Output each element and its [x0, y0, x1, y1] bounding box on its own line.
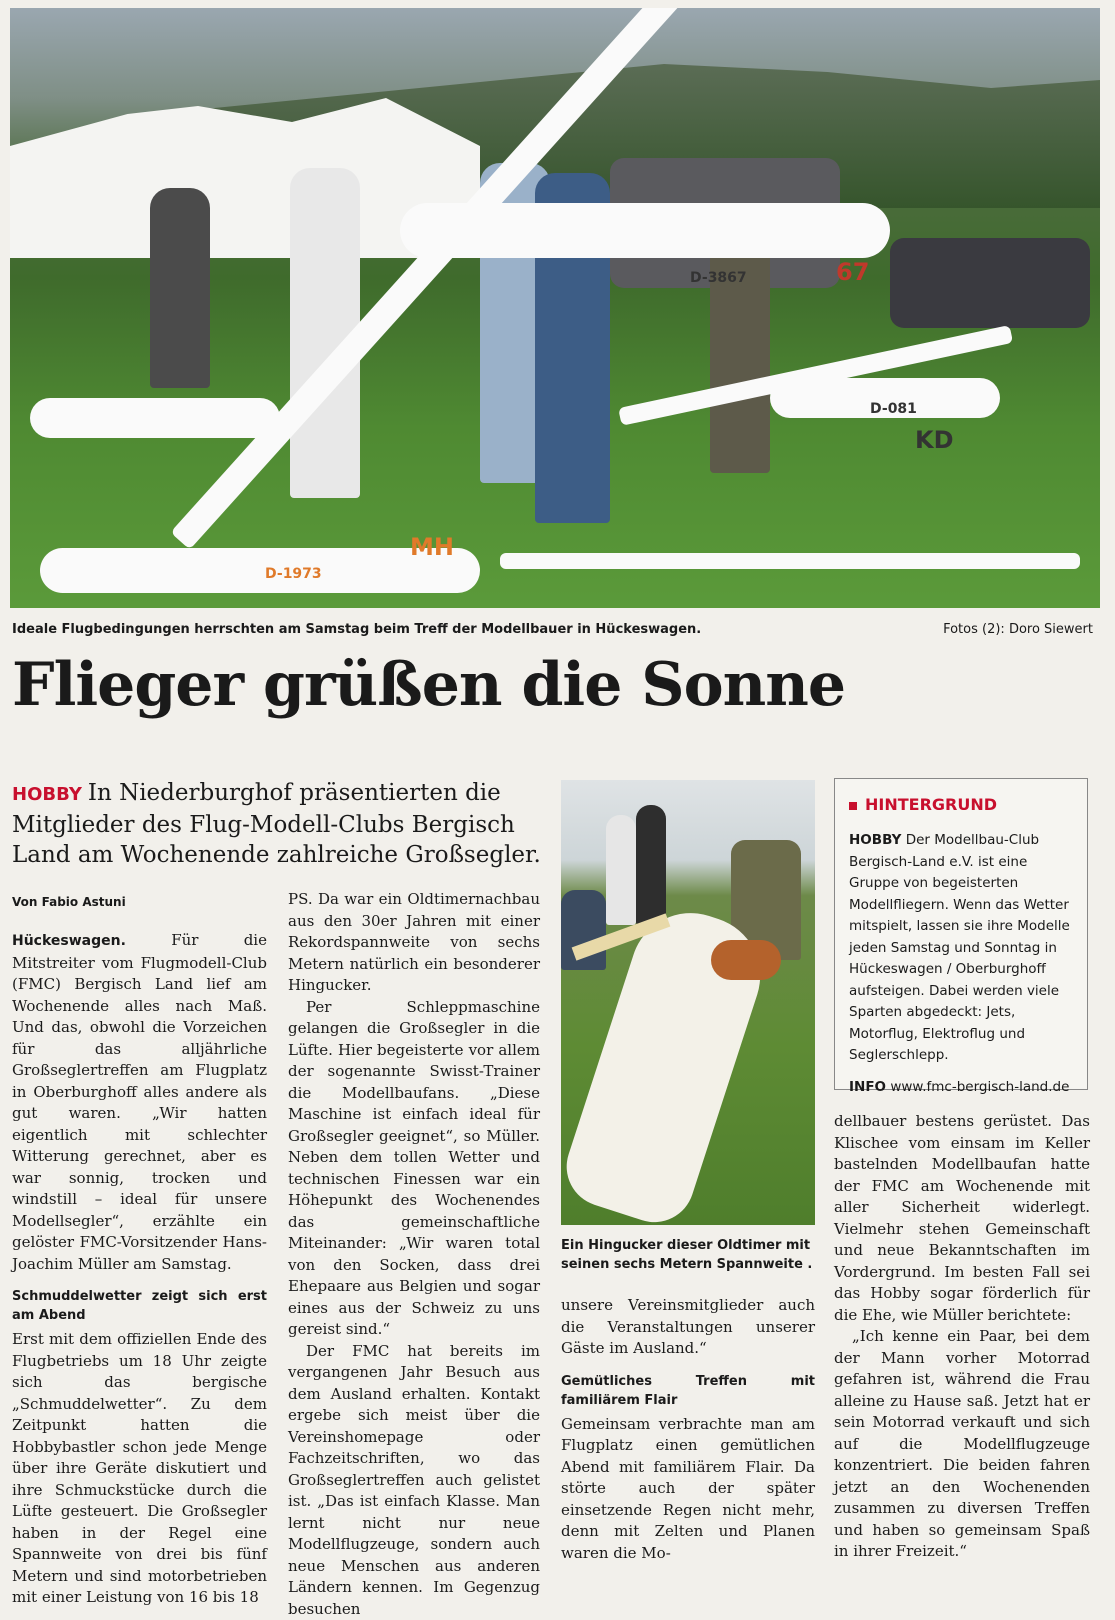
infobox-title: HINTERGRUND	[849, 795, 1087, 814]
teaser	[12, 778, 542, 870]
article-paragraph: „Ich kenne ein Paar, bei dem der Mann vorher Motorrad gefahren ist, während die Frau alleine zu Hause saß. Jetzt hat er sein Motorrad verkauft und sich auf die Modellflugzeuge konzentriert. Die beiden fahren jetzt an den Wochenenden zusammen zu diversen Treffen und haben so gemeinsam Spaß in ihrer Freizeit.“	[834, 1326, 1090, 1563]
subheading: Gemütliches Treffen mit familiärem Flair	[561, 1372, 815, 1410]
photo-person	[150, 188, 210, 388]
oldtimer-photo	[561, 780, 815, 1225]
glider-marking: 67	[836, 258, 869, 286]
teaser-kicker: HOBBY	[12, 784, 82, 805]
photo-glider-fuselage	[30, 398, 280, 438]
photo-glider-wing	[500, 553, 1080, 569]
headline: Flieger grüßen die Sonne	[12, 650, 1102, 720]
article-paragraph: unsere Vereinsmitglieder auch die Veranstaltungen unserer Gäste im Ausland.“	[561, 1295, 815, 1360]
oldtimer-photo-caption: Ein Hingucker dieser Oldtimer mit seinen sechs Metern Spannweite .	[561, 1236, 815, 1274]
article-column-2	[288, 889, 540, 1620]
photo-glider-fuselage	[711, 940, 781, 980]
article-paragraph: dellbauer bestens gerüstet. Das Klischee vom einsam im Keller bastelnden Modellbaufan hatte der FMC am Wochenende mit aller Sicherheit widerlegt. Vielmehr stehen Gemeinschaft und neue Bekanntschaften im Vordergrund. Im besten Fall sei das Hobby sogar förderlich für die Ehe, wie Müller berichtete:	[834, 1111, 1090, 1326]
infobox-kicker: HOBBY	[849, 832, 901, 848]
glider-marking: D-1973	[265, 566, 322, 582]
photo-person	[636, 805, 666, 925]
photo-car	[890, 238, 1090, 328]
subheading: Schmuddelwetter zeigt sich erst am Abend	[12, 1287, 267, 1325]
article-paragraph: Gemeinsam verbrachte man am Flugplatz einen gemütlichen Abend mit familiärem Flair. Da störte auch der später einsetzende Regen nicht mehr, denn mit Zelten und Planen waren die Mo-	[561, 1414, 815, 1565]
article-paragraph: PS. Da war ein Oldtimernachbau aus den 30er Jahren mit einer Rekordspannweite von sechs Metern natürlich ein besonderer Hingucker.	[288, 889, 540, 997]
photo-credit: Fotos (2): Doro Siewert	[943, 622, 1093, 637]
article-column-4	[834, 1111, 1090, 1563]
photo-glider-fuselage	[400, 203, 890, 258]
article-column-1	[12, 930, 267, 1609]
glider-marking: MH	[410, 533, 454, 561]
author-byline: Von Fabio Astuni	[12, 895, 267, 909]
article-paragraph: Hückeswagen. Für die Mitstreiter vom Flugmodell-Club (FMC) Bergisch Land lief am Wochenende alles nach Maß. Und das, obwohl die Vorzeichen für das alljährliche Großseglertreffen am Flugplatz in Oberburghoff alles andere als gut waren. „Wir hatten eigentlich mit schlechter Witterung gerechnet, aber es war sonnig, trocken und windstill – ideal für unsere Modellsegler“, erzählte ein gelöster FMC-Vorsitzender Hans-Joachim Müller am Samstag.	[12, 930, 267, 1275]
square-icon	[849, 802, 857, 810]
background-infobox	[834, 778, 1088, 1090]
teaser-text: In Niederburghof präsentierten die Mitglieder des Flug-Modell-Clubs Bergisch Land am Wochenende zahlreiche Großsegler.	[12, 780, 541, 868]
article-paragraph: Per Schleppmaschine gelangen die Großsegler in die Lüfte. Hier begeisterte vor allem der sogenannte Swisst-Trainer die Modellbaufans. „Diese Maschine ist einfach ideal für Großsegler geeignet“, so Müller. Neben dem tollen Wetter und technischen Finessen war ein Höhepunkt des Wochenendes das gemeinschaftliche Miteinander: „Wir waren total von den Socken, dass drei Ehepaare aus Belgien und sogar eines aus der Schweiz zu uns gereist sind.“	[288, 997, 540, 1341]
article-column-3	[561, 1295, 815, 1564]
article-paragraph: Der FMC hat bereits im vergangenen Jahr Besuch aus dem Ausland erhalten. Kontakt ergebe sich meist über die Vereinshomepage oder Fachzeitschriften, wo das Großseglertreffen auch gelistet ist. „Das ist einfach Klasse. Man lernt nicht nur neue Modellflugzeuge, sondern auch neue Menschen aus anderen Ländern kennen. Im Gegenzug besuchen	[288, 1341, 540, 1620]
glider-marking: D-3867	[690, 270, 747, 286]
info-link[interactable]: www.fmc-bergisch-land.de	[890, 1079, 1069, 1095]
info-label: INFO	[849, 1079, 886, 1095]
main-photo	[10, 8, 1100, 608]
main-photo-caption: Ideale Flugbedingungen herrschten am Samstag beim Treff der Modellbauer in Hückeswagen.	[12, 622, 812, 637]
photo-person	[606, 815, 636, 925]
glider-marking: KD	[915, 426, 954, 454]
infobox-text: HOBBY Der Modellbau-Club Bergisch-Land e.V. ist eine Gruppe von begeisterten Modellfliegern. Wenn das Wetter mitspielt, lassen sie ihre Modelle jeden Samstag und Sonntag in Hückeswagen / Oberburghoff aufsteigen. Dabei werden viele Sparten abgedeckt: Jets, Motorflug, Elektroflug und Seglerschlepp.	[849, 830, 1075, 1067]
dateline: Hückeswagen.	[12, 933, 126, 949]
infobox-info	[849, 1079, 1075, 1095]
article-paragraph: Erst mit dem offiziellen Ende des Flugbetriebs um 18 Uhr zeigte sich das bergische „Schmuddelwetter“. Zu dem Zeitpunkt hatten die Hobbybastler schon jede Menge über ihre Geräte diskutiert und ihre Schmuckstücke durch die Lüfte gesteuert. Die Großsegler haben in der Regel eine Spannweite von drei bis fünf Metern und sind motorbetrieben mit einer Leistung von 16 bis 18	[12, 1329, 267, 1609]
glider-marking: D-081	[870, 401, 917, 417]
